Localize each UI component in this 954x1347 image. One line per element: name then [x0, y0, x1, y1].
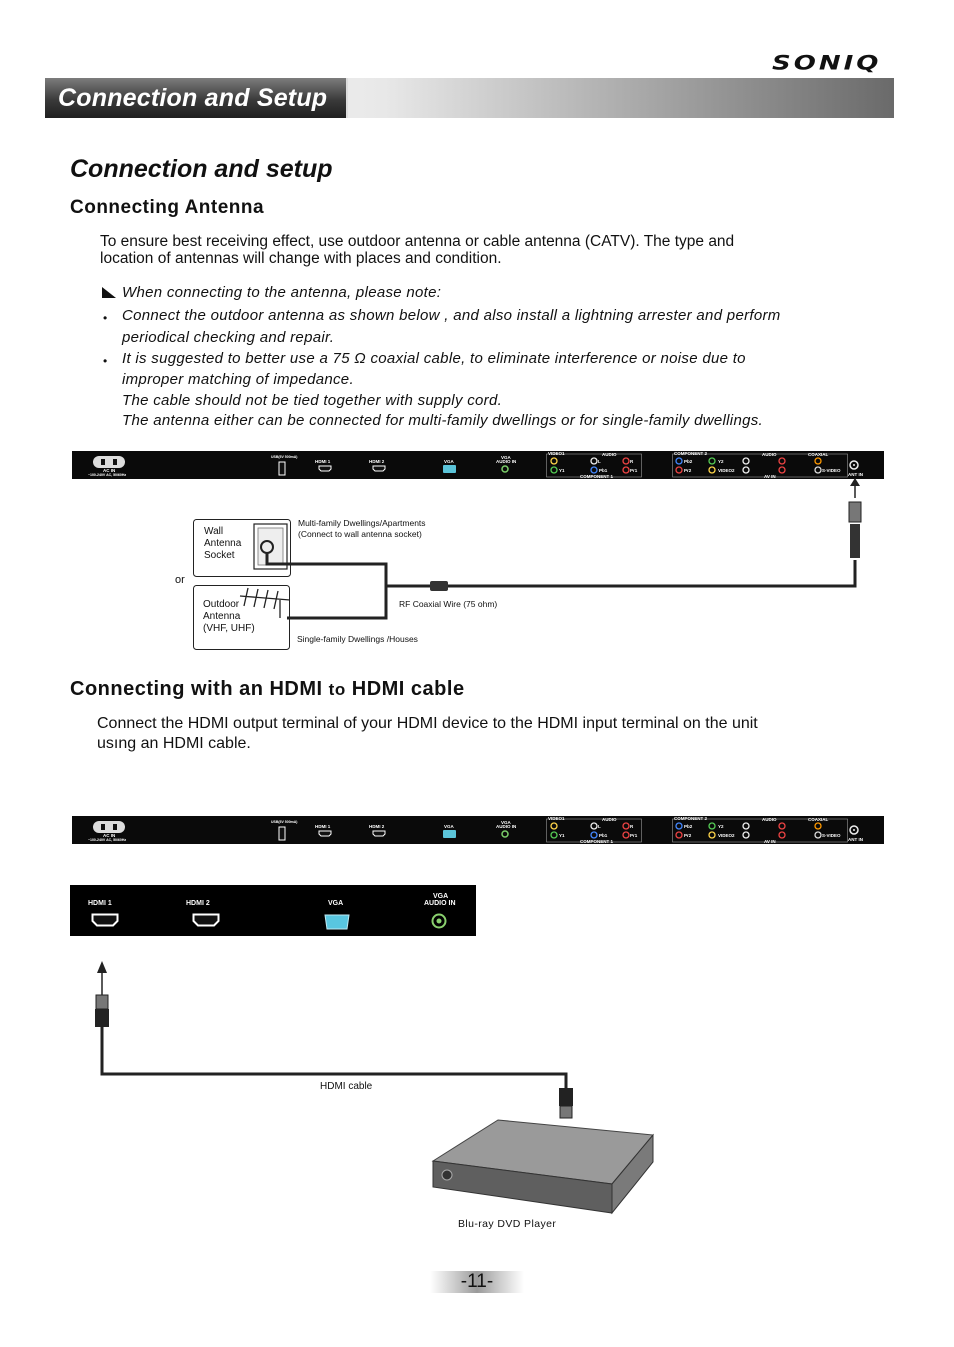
component2-label: COMPONENT 2 — [674, 816, 708, 821]
ac-in-label: AC IN — [103, 468, 116, 473]
ant-in-port-icon — [849, 460, 859, 470]
hdmi-cable-label: HDMI cable — [320, 1081, 373, 1092]
hdmi-port-icon — [318, 830, 332, 837]
vga-label: VGA — [444, 824, 454, 829]
l-label: L — [598, 459, 601, 464]
y2-label: Y2 — [718, 824, 724, 829]
power-socket-icon — [92, 820, 126, 834]
zoom-vga-audio-label-1: VGA — [433, 893, 449, 900]
zoom-hdmi1-label: HDMI 1 — [88, 900, 112, 907]
vga-label: VGA — [444, 459, 454, 464]
note-arrow-icon — [102, 287, 116, 298]
av-in-label: AV IN — [764, 839, 776, 844]
note-heading: When connecting to the antenna, please note: — [122, 284, 442, 301]
device-label: Blu-ray DVD Player — [458, 1218, 557, 1230]
single-family-label: Single-family Dwellings /Houses — [297, 634, 418, 644]
pr1-label: Pr1 — [630, 833, 638, 838]
note-bullet-2: It is suggested to better use a 75 Ω coaxial cable, to eliminate interference or noise due to — [122, 350, 746, 367]
vga-port-icon — [443, 830, 456, 838]
outdoor-label-2: Antenna — [203, 611, 241, 622]
wall-label-3: Socket — [204, 550, 235, 561]
svideo-label: S-VIDEO — [822, 833, 841, 838]
hdmi-wiring-diagram — [0, 955, 954, 1225]
hdmi2-label: HDMI 2 — [369, 459, 385, 464]
hdmi-plug-icon — [95, 961, 109, 1027]
wall-label-1: Wall — [204, 526, 224, 537]
antenna-wiring-diagram — [0, 478, 954, 658]
hdmi-intro — [97, 714, 758, 754]
pr1-label: Pr1 — [630, 468, 638, 473]
bullet-dot-icon: • — [103, 311, 108, 325]
pb2-label: Pb2 — [684, 459, 693, 464]
antenna-intro — [100, 233, 734, 267]
note-bullet-1-cont: periodical checking and repair. — [122, 329, 335, 346]
hdmi-port-icon — [91, 913, 119, 927]
or-label: or — [175, 574, 185, 586]
hdmi2-label: HDMI 2 — [369, 824, 385, 829]
pb2-label: Pb2 — [684, 824, 693, 829]
outdoor-label-1: Outdoor — [203, 599, 240, 610]
cable-ferrite-icon — [430, 581, 448, 591]
hdmi-port-icon — [372, 830, 386, 837]
vga-audio-label-1: VGA — [501, 455, 511, 460]
coaxial-cable — [267, 553, 855, 618]
audio-label: AUDIO — [602, 817, 617, 822]
brand-logo: SONIQ — [772, 52, 882, 75]
pr2-label: Pr2 — [684, 833, 692, 838]
r-label: R — [630, 824, 634, 829]
zoomed-port-strip — [70, 885, 476, 936]
wall-label-2: Antenna — [204, 538, 242, 549]
pb1-label: Pb1 — [599, 468, 608, 473]
hdmi1-label: HDMI 1 — [315, 459, 331, 464]
audio-label-2: AUDIO — [762, 452, 777, 457]
coaxial-label: COAXIAL — [808, 817, 829, 822]
video2-label: VIDEO2 — [718, 833, 735, 838]
component1-label: COMPONENT 1 — [580, 474, 614, 479]
audio-jack-icon — [431, 913, 447, 929]
zoom-hdmi2-label: HDMI 2 — [186, 900, 210, 907]
hdmi-intro-line-2: usıng an HDMI cable. — [97, 735, 251, 752]
usb-port-icon — [278, 461, 286, 476]
tv-rear-panel — [72, 816, 884, 844]
note-line-4: The antenna either can be connected for multi-family dwellings or for single-family dwellings. — [122, 412, 763, 429]
audio-label: AUDIO — [602, 452, 617, 457]
vga-port-icon — [324, 914, 350, 930]
usb-port-icon — [278, 826, 286, 841]
y2-label: Y2 — [718, 459, 724, 464]
component2-label: COMPONENT 2 — [674, 451, 708, 456]
header-title: Connection and Setup — [58, 84, 328, 112]
ant-in-port-icon — [849, 825, 859, 835]
outdoor-label-3: (VHF, UHF) — [203, 623, 255, 634]
usb-label: USB(5V 500mA) — [271, 455, 298, 459]
hdmi-intro-line-1: Connect the HDMI output terminal of your HDMI device to the HDMI input terminal on the unit — [97, 715, 758, 732]
hdmi-plug-icon — [559, 1088, 573, 1118]
tv-rear-panel — [72, 451, 884, 479]
ac-in-label: AC IN — [103, 833, 116, 838]
note-bullet-2-cont: improper matching of impedance. — [122, 371, 354, 388]
vga-audio-label-2: AUDIO IN — [496, 824, 517, 829]
hdmi-heading-part-b: HDMI cable — [345, 678, 465, 700]
ant-in-label: ANT IN — [848, 472, 863, 477]
multi-family-label-2: (Connect to wall antenna socket) — [298, 529, 422, 539]
power-socket-icon — [92, 455, 126, 469]
ant-in-label: ANT IN — [848, 837, 863, 842]
pb1-label: Pb1 — [599, 833, 608, 838]
audio-jack-icon — [501, 465, 509, 473]
blu-ray-player-icon — [433, 1120, 653, 1225]
vga-audio-label-2: AUDIO IN — [496, 459, 517, 464]
video2-label: VIDEO2 — [718, 468, 735, 473]
pr2-label: Pr2 — [684, 468, 692, 473]
hdmi-heading — [70, 678, 465, 701]
r-label: R — [630, 459, 634, 464]
ant-plug-icon — [849, 478, 861, 558]
hdmi-port-icon — [372, 465, 386, 472]
hdmi-port-icon — [318, 465, 332, 472]
section-title: Connection and setup — [70, 155, 333, 183]
hdmi-port-icon — [192, 913, 220, 927]
ac-spec-label: ~100-240V AC, 50/60Hz — [88, 473, 127, 477]
audio-label-2: AUDIO — [762, 817, 777, 822]
hdmi-cable — [102, 1027, 566, 1088]
av-in-label: AV IN — [764, 474, 776, 479]
zoom-vga-audio-label-2: AUDIO IN — [424, 900, 456, 907]
video1-label: VIDEO1 — [548, 816, 565, 821]
coaxial-label: COAXIAL — [808, 452, 829, 457]
note-bullet-1: Connect the outdoor antenna as shown below , and also install a lightning arrester and perform — [122, 307, 781, 324]
bullet-dot-icon: • — [103, 354, 108, 368]
hdmi-heading-part-a: Connecting with an HDMI — [70, 678, 329, 700]
hdmi-heading-to: to — [328, 680, 346, 699]
usb-label: USB(5V 500mA) — [271, 820, 298, 824]
svideo-label: S-VIDEO — [822, 468, 841, 473]
ac-spec-label: ~100-240V AC, 50/60Hz — [88, 838, 127, 842]
audio-jack-icon — [501, 830, 509, 838]
component1-label: COMPONENT 1 — [580, 839, 614, 844]
l-label: L — [598, 824, 601, 829]
y1-label: Y1 — [559, 468, 565, 473]
video1-label: VIDEO1 — [548, 451, 565, 456]
rf-coaxial-label: RF Coaxial Wire (75 ohm) — [399, 599, 498, 609]
multi-family-label-1: Multi-family Dwellings/Apartments — [298, 518, 426, 528]
y1-label: Y1 — [559, 833, 565, 838]
zoom-vga-label: VGA — [328, 900, 344, 907]
vga-port-icon — [443, 465, 456, 473]
note-line-3: The cable should not be tied together with supply cord. — [122, 392, 503, 409]
hdmi1-label: HDMI 1 — [315, 824, 331, 829]
page-number: -11- — [460, 1271, 494, 1292]
antenna-heading: Connecting Antenna — [70, 197, 265, 218]
vga-audio-label-1: VGA — [501, 820, 511, 825]
antenna-intro-line-1: To ensure best receiving effect, use outdoor antenna or cable antenna (CATV). The type and — [100, 233, 735, 250]
antenna-intro-line-2: location of antennas will change with places and condition. — [100, 250, 502, 267]
